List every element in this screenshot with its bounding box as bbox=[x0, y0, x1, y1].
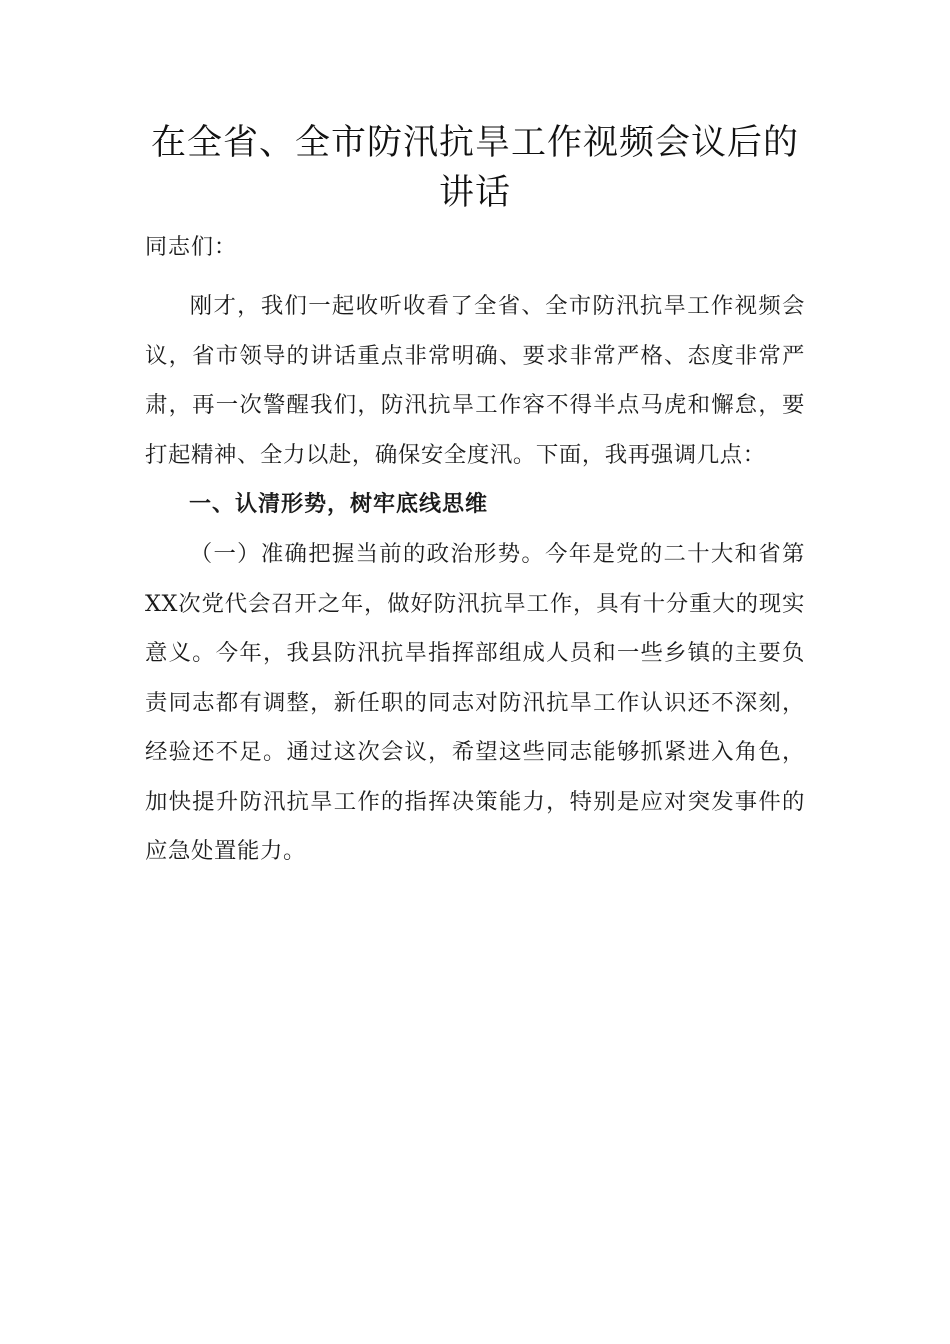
section-heading: 一、认清形势，树牢底线思维 bbox=[189, 492, 489, 517]
title-line-2: 讲话 bbox=[438, 173, 511, 213]
title-line-1: 在全省、全市防汛抗旱工作视频会议后的 bbox=[150, 123, 799, 163]
opening-paragraph: 刚才，我们一起收听收看了全省、全市防汛抗旱工作视频会议，省市领导的讲话重点非常明确、要求非常严格、态度非常严肃，再一次警醒我们，防汛抗旱工作容不得半点马虎和懈怠，要打起精神、全力以赴，确保安全度汛。下面，我再强调几点： bbox=[145, 293, 805, 468]
section-paragraph: （一）准确把握当前的政治形势。今年是党的二十大和省第XX次党代会召开之年，做好防汛抗旱工作，具有十分重大的现实意义。今年，我县防汛抗旱指挥部组成人员和一些乡镇的主要负责同志都有调整，新任职的同志对防汛抗旱工作认识还不深刻，经验还不足。通过这次会议，希望这些同志能够抓紧进入角色，加快提升防汛抗旱工作的指挥决策能力，特别是应对突发事件的应急处置能力。 bbox=[145, 541, 805, 864]
document-page bbox=[145, 118, 805, 877]
salutation: 同志们： bbox=[145, 235, 238, 260]
document-title bbox=[145, 118, 805, 218]
